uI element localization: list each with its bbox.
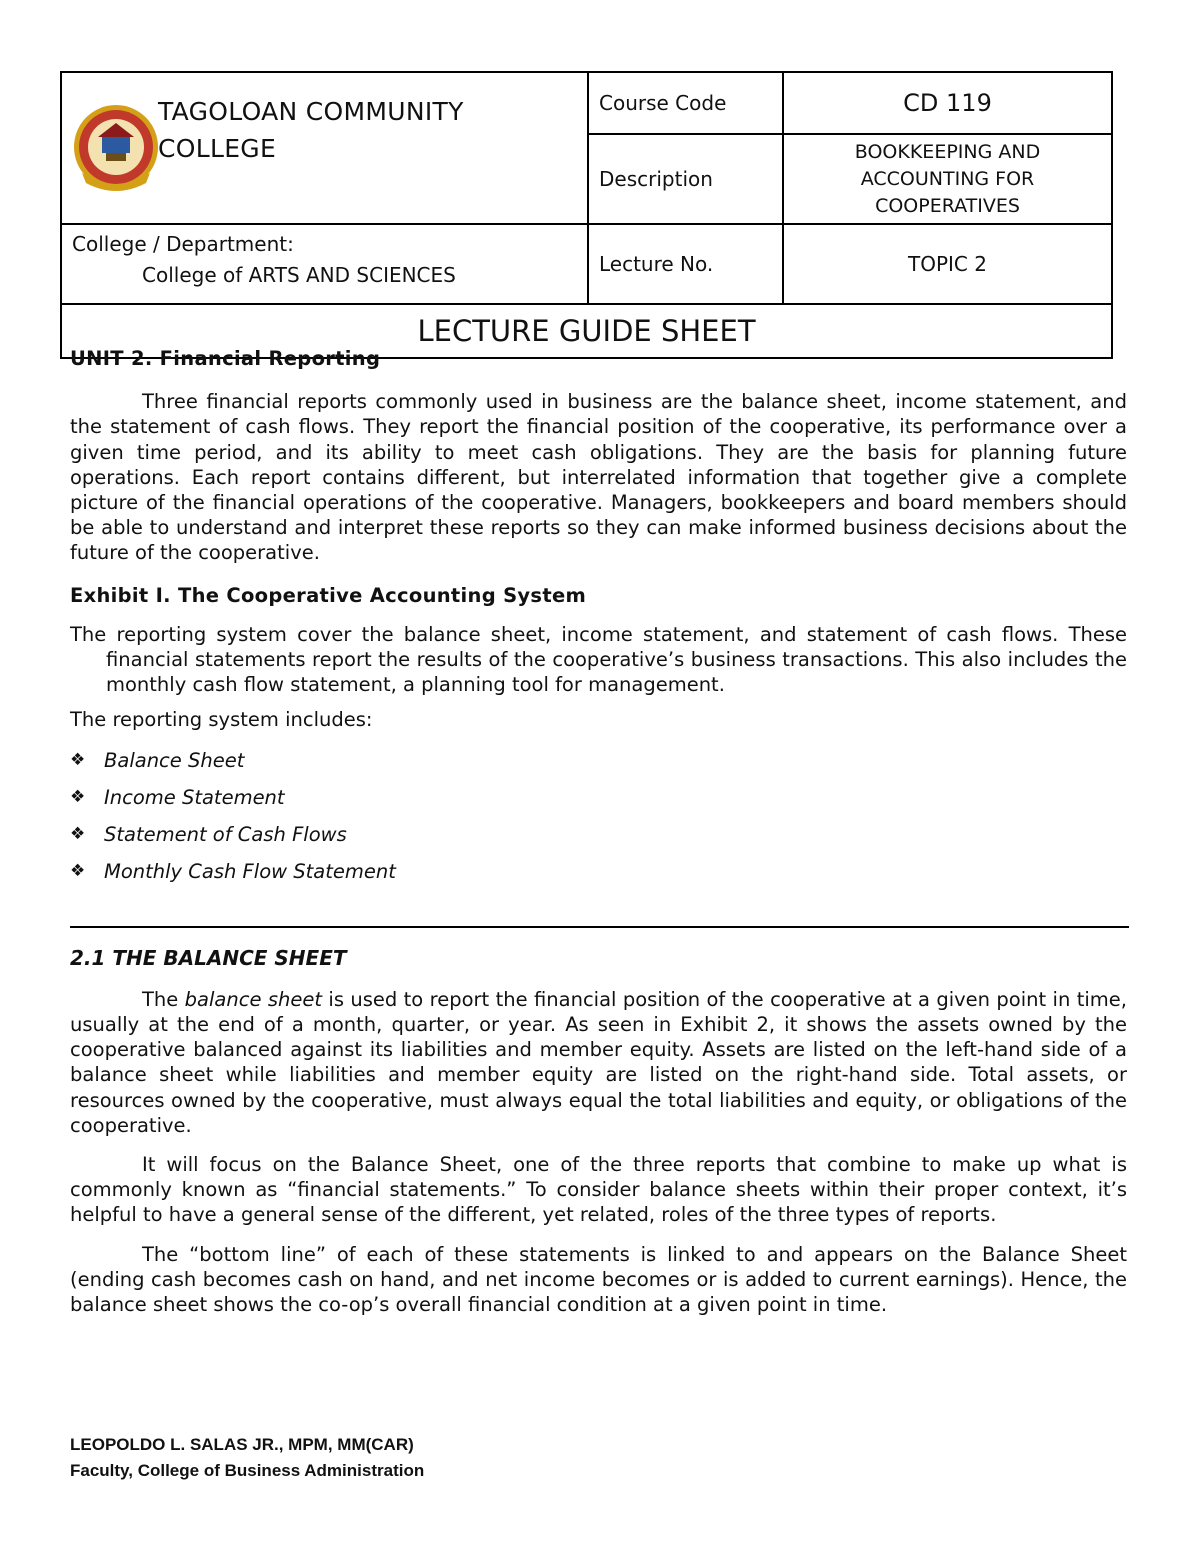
lecture-no-value: TOPIC 2 <box>783 224 1112 304</box>
footer <box>70 1432 424 1484</box>
list-item <box>70 779 1127 816</box>
lecture-label: Lecture No. <box>588 224 783 304</box>
list-item-label: Income Statement <box>104 785 285 809</box>
college-cell <box>61 224 588 304</box>
lecture-content <box>70 346 1127 1317</box>
balance-sheet-term: balance sheet <box>184 987 322 1011</box>
description-label: Description <box>588 134 783 224</box>
college-name: College of ARTS AND SCIENCES <box>142 263 456 287</box>
list-item-label: Balance Sheet <box>104 748 245 772</box>
balance-sheet-paragraph-3: The “bottom line” of each of these statements is linked to and appears on the Balance Sheet (ending cash becomes cash on hand, and net income becomes or is added to current earnings). Hence, the balance sheet shows the co-op’s overall financial condition at a given point in time. <box>70 1242 1127 1317</box>
sheet-title: LECTURE GUIDE SHEET <box>61 304 1112 358</box>
list-item-label: Statement of Cash Flows <box>104 822 347 846</box>
includes-label: The reporting system includes: <box>70 708 373 732</box>
school-name: TAGOLOAN COMMUNITY COLLEGE <box>158 97 464 163</box>
diamond-bullet-icon: ❖ <box>70 749 86 770</box>
description-text: BOOKKEEPING AND ACCOUNTING FOR COOPERATIVES <box>854 140 1041 217</box>
exhibit-paragraph: The reporting system cover the balance sheet, income statement, and statement of cash flows. These financial statements report the results of the cooperative’s business transactions. This also includes the monthly cash flow statement, a planning tool for management. <box>70 622 1127 697</box>
p1-after: is used to report the financial position of the cooperative at a given point in time, usually at the end of a month, quarter, or year. As seen in Exhibit 2, it shows the assets owned by the cooperative balanced against its liabilities and member equity. Assets are listed on the left-hand side of a balance sheet while liabilities and member equity are listed on the right-hand side. Total assets, or resources owned by the cooperative, must always equal the total liabilities and equity, or obligations of the cooperative. <box>70 987 1127 1137</box>
list-item <box>70 816 1127 853</box>
footer-author: LEOPOLDO L. SALAS JR., MPM, MM(CAR) <box>70 1435 414 1454</box>
list-item <box>70 853 1127 890</box>
college-label: College / Department: <box>72 232 294 256</box>
diamond-bullet-icon: ❖ <box>70 786 86 807</box>
course-code-label: Course Code <box>588 72 783 134</box>
unit-intro-paragraph: Three financial reports commonly used in business are the balance sheet, income statement, and the statement of cash flows. They report the financial position of the cooperative, its performance over a given time period, and its ability to meet cash obligations. They are the basis for planning future operations. Each report contains different, but interrelated information that together give a complete picture of the financial operations of the cooperative. Managers, bookkeepers and board members should be able to understand and interpret these reports so they can make informed business decisions about the future of the cooperative. <box>70 390 1127 565</box>
list-item-label: Monthly Cash Flow Statement <box>104 859 396 883</box>
unit-title: UNIT 2. Financial Reporting <box>70 347 381 370</box>
footer-position: Faculty, College of Business Administration <box>70 1461 425 1480</box>
diamond-bullet-icon: ❖ <box>70 823 86 844</box>
school-cell <box>61 72 588 224</box>
list-item <box>70 742 1127 779</box>
reports-list <box>70 742 1127 890</box>
description-value <box>783 134 1112 224</box>
section-title: 2.1 THE BALANCE SHEET <box>70 945 347 970</box>
exhibit-title: Exhibit I. The Cooperative Accounting System <box>70 583 587 607</box>
course-code-value: CD 119 <box>783 72 1112 134</box>
balance-sheet-paragraph-2: It will focus on the Balance Sheet, one of the three reports that combine to make up what is commonly known as “financial statements.” To consider balance sheets within their proper context, it’s helpful to have a general sense of the different, yet related, roles of the three types of reports. <box>70 1153 1127 1227</box>
course-header-table <box>60 71 1113 359</box>
college-seal-icon <box>72 103 160 191</box>
diamond-bullet-icon: ❖ <box>70 860 86 881</box>
p1-before: The <box>142 987 185 1011</box>
section-divider <box>70 926 1129 928</box>
balance-sheet-paragraph-1 <box>70 987 1127 1138</box>
